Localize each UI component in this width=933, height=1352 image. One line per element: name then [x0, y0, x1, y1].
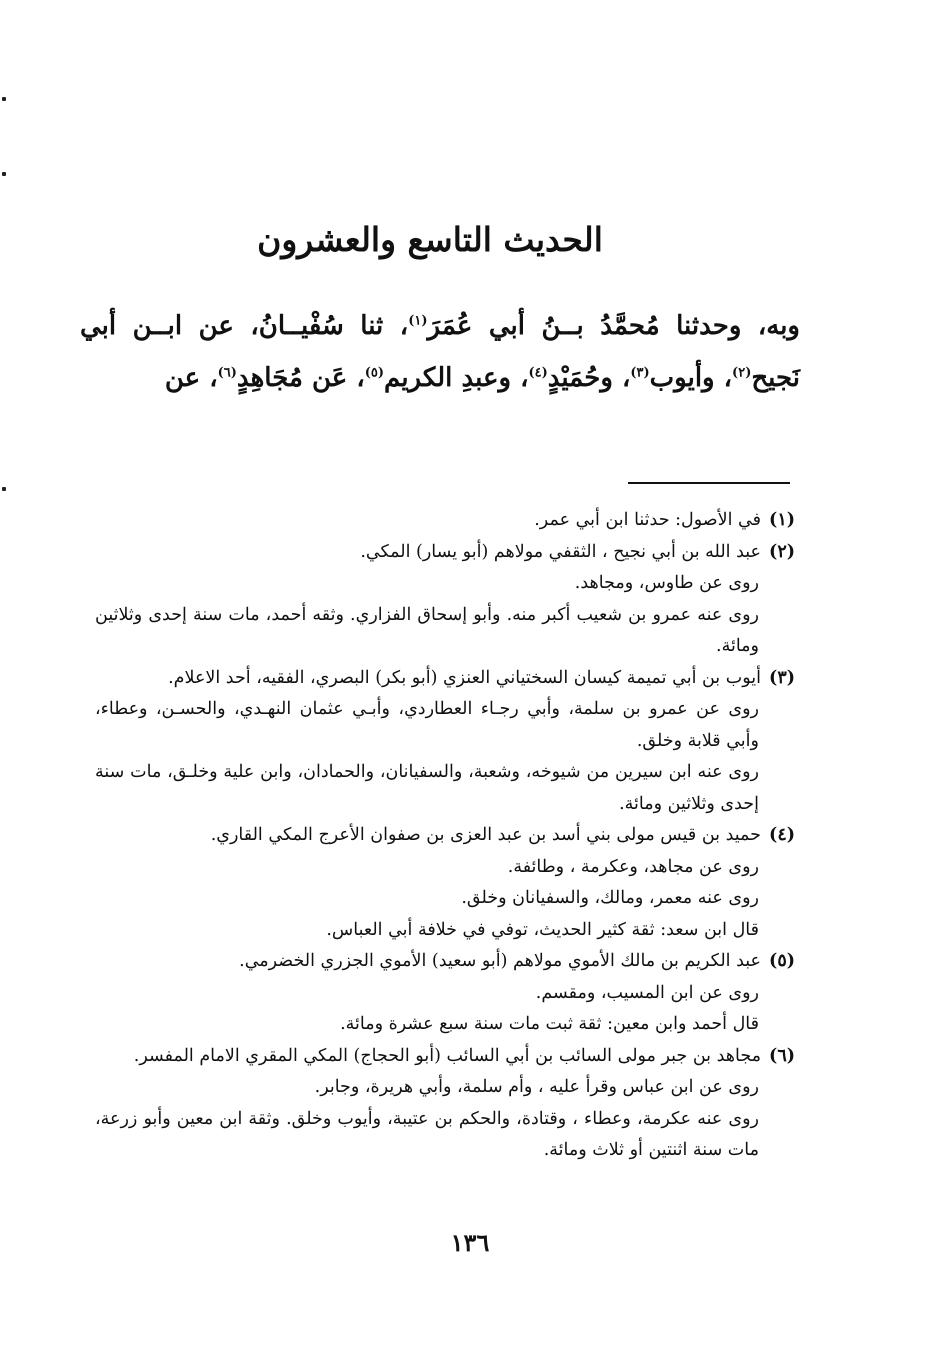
margin-mark	[2, 487, 6, 491]
isnad-segment: وبه، وحدثنا مُحمَّدُ بــنُ أبي عُمَرَ	[427, 311, 800, 341]
footnote-line: قال ابن سعد: ثقة كثير الحديث، توفي في خلافة أبي العباس.	[326, 919, 759, 940]
footnote-6	[95, 1041, 795, 1167]
footnote-number: (١)	[769, 510, 795, 530]
margin-mark	[2, 172, 6, 176]
footnote-line: روى عنه ابن سيرين من شيوخه، وشعبة، والسفيانان، والحمادان، وابن علية وخلـق، مات سنة إحدى وثلاثين ومائة.	[95, 762, 759, 814]
footnote-text: أيوب بن أبي تميمة كيسان السختياني العنزي (أبو بكر) البصري، الفقيه، أحد الاعلام.	[168, 667, 761, 688]
footnote-marker[interactable]: (٢)	[732, 365, 752, 381]
footnote-line: روى عنه عمرو بن شعيب أكبر منه. وأبو إسحاق الفزاري. وثقه أحمد، مات سنة إحدى وثلاثين ومائة.	[95, 604, 759, 656]
footnote-line: روى عن طاوس، ومجاهد.	[574, 573, 759, 593]
footnote-3	[95, 663, 795, 821]
footnote-number: (٥)	[769, 951, 795, 971]
footnote-5	[95, 946, 795, 1041]
footnote-line: روى عنه عكرمة، وعطاء ، وقتادة، والحكم بن عتيبة، وأيوب وخلق. وثقة ابن معين وأبو زرعة، مات سنة اثنتين أو ثلاث ومائة.	[95, 1108, 759, 1160]
footnote-text: مجاهد بن جبر مولى السائب بن أبي السائب (أبو الحجاج) المكي المقري الامام المفسر.	[133, 1045, 761, 1066]
footnote-marker[interactable]: (٦)	[217, 365, 237, 381]
isnad-segment: ، عن	[164, 363, 218, 393]
footnote-line: روى عن ابن عباس وقرأ عليه ، وأم سلمة، وأبي هريرة، وجابر.	[314, 1077, 759, 1097]
footnote-number: (٦)	[769, 1045, 795, 1066]
isnad-segment: ، عَن مُجَاهِدٍ	[236, 363, 365, 393]
footnote-number: (٣)	[769, 667, 795, 688]
footnote-line: روى عن ابن المسيب، ومقسم.	[535, 982, 759, 1003]
page-number: ١٣٦	[450, 1228, 490, 1257]
footnote-number: (٤)	[769, 825, 795, 845]
footnote-line: قال أحمد وابن معين: ثقة ثبت مات سنة سبع عشرة ومائة.	[340, 1014, 759, 1034]
margin-mark	[2, 97, 6, 101]
footnote-marker[interactable]: (٥)	[364, 365, 385, 381]
footnote-separator	[628, 482, 790, 484]
footnote-number: (٢)	[769, 541, 795, 562]
isnad-segment: ، وحُمَيْدٍ	[547, 363, 631, 393]
hadith-heading: الحديث التاسع والعشرون	[257, 220, 603, 259]
footnote-line: روى عن مجاهد، وعكرمة ، وطائفة.	[507, 856, 759, 877]
footnote-4	[95, 820, 795, 946]
footnote-text: عبد الله بن أبي نجيح ، الثقفي مولاهم (أبو يسار) المكي.	[360, 541, 761, 562]
isnad-segment: ، ثنا سُفْيــانُ، عن ابــن أبي نَجيح	[80, 311, 800, 393]
isnad-segment: ، وأيوب	[649, 363, 733, 393]
footnote-text: في الأصول: حدثنا ابن أبي عمر.	[534, 510, 761, 530]
footnote-line: روى عنه معمر، ومالك، والسفيانان وخلق.	[461, 888, 759, 908]
footnote-marker[interactable]: (٣)	[630, 365, 650, 381]
footnote-text: عبد الكريم بن مالك الأموي مولاهم (أبو سعيد) الأموي الجزري الخضرمي.	[239, 951, 761, 971]
isnad-segment: ، وعبدِ الكريم	[384, 363, 529, 393]
footnotes-section	[95, 505, 795, 1167]
footnote-marker[interactable]: (٤)	[528, 365, 548, 381]
footnote-2	[95, 537, 795, 663]
footnote-line: روى عن عمرو بن سلمة، وأبي رجـاء العطاردي، وأبـي عثمان النهـدي، والحسـن، وعطاء، وأبي قلابة وخلق.	[95, 699, 759, 751]
hadith-isnad-text	[80, 300, 800, 404]
footnote-marker[interactable]: (١)	[408, 313, 428, 329]
footnote-1	[95, 505, 795, 537]
footnote-text: حميد بن قيس مولى بني أسد بن عبد العزى بن صفوان الأعرج المكي القاري.	[210, 825, 761, 845]
